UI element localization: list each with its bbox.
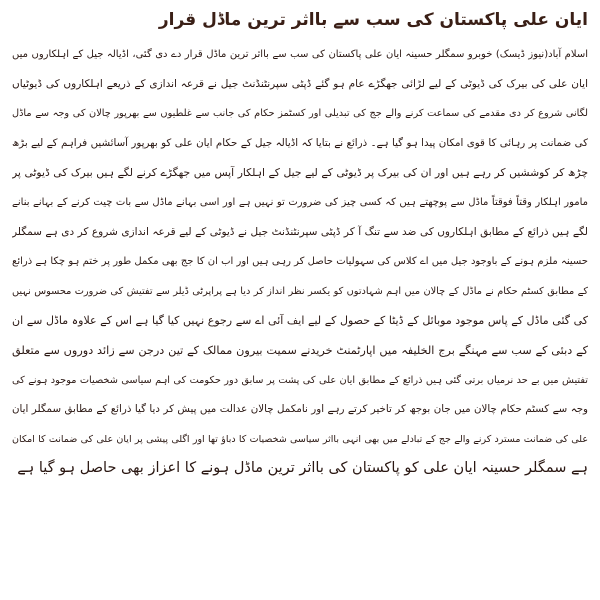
article-line: ایان علی کی بیرک کی ڈیوٹی کے لیے لڑائی جھگڑے عام ہو گئے ڈپٹی سپرنٹنڈنٹ جیل نے قرعہ اندازی کے ذریعے اہلکاروں کی ڈیوٹیاں	[12, 77, 588, 90]
article-line: ہے سمگلر حسینہ ایان علی کو پاکستان کی بااثر ترین ماڈل ہونے کا اعزاز بھی حاصل ہو گیا ہے	[17, 460, 588, 477]
article-line: علی کی ضمانت مسترد کرنے والے جج کے تبادلے میں بھی انہی بااثر سیاسی شخصیات کا دباؤ تھا اور اگلی پیشی پر ایان علی کی ضمانت کا امکان	[12, 433, 588, 445]
article-line: وجہ سے کسٹم حکام چالان میں جان بوجھ کر تاخیر کرتے رہے اور نامکمل چالان عدالت میں پیش کر دیا گیا ذرائع کے مطابق سمگلر ایان	[12, 403, 588, 416]
article-line: کی گئی ماڈل کے پاس موجود موبائل کے ڈیٹا کے حصول کے لیے ایف آئی اے سے رجوع نہیں کیا گیا ہے اس کے علاوہ ماڈل سے ان	[12, 314, 588, 328]
article-headline: ایان علی پاکستان کی سب سے بااثر ترین ماڈل قرار	[158, 10, 588, 30]
article-body	[12, 40, 588, 600]
article-line: کے دبئی کے سب سے مہنگے برج الخلیفہ میں اپارٹمنٹ خریدنے سمیت بیرون ممالک کے تین درجن سے زائد دوروں سے متعلق	[12, 343, 588, 357]
article-line: حسینہ ملزم ہونے کے باوجود جیل میں اے کلاس کی سہولیات حاصل کر رہی ہیں اور اب ان کا جج بھی مکمل طور پر ختم ہو چکا ہے ذرائع	[12, 256, 588, 268]
article-line: لگے ہیں ذرائع کے مطابق اہلکاروں کی ضد سے تنگ آ کر ڈپٹی سپرنٹنڈنٹ جیل نے ڈیوٹی کے لیے قرعہ اندازی شروع کر دی ہے سمگلر	[12, 225, 588, 238]
article-line: اسلام آباد(نیوز ڈیسک) خوبرو سمگلر حسینہ ایان علی پاکستان کی سب سے بااثر ترین ماڈل قرار دے دی گئی، اڈیالہ جیل کے اہلکاروں میں	[12, 49, 588, 60]
article-line: کی ضمانت پر رہائی کا قوی امکان پیدا ہو گیا ہے۔ ذرائع نے بتایا کہ اڈیالہ جیل کے حکام ایان علی کو بھرپور آسائشیں فراہم کے لیے بڑھ	[12, 136, 588, 149]
article-line: کے مطابق کسٹم حکام نے ماڈل کے چالان میں اہم شہادتوں کو یکسر نظر انداز کر دیا ہے پراپرٹی ڈیلر سے تفتیش کی ضرورت محسوس نہیں	[12, 285, 588, 297]
article-line: لگانی شروع کر دی مقدمے کی سماعت کرنے والے جج کی تبدیلی اور کسٹمز حکام کی جانب سے غلطیوں سے بھرپور چالان کی وجہ سے ماڈل	[12, 108, 588, 120]
article-line: چڑھ کر کوششیں کر رہے ہیں اور ان کی بیرک پر ڈیوٹی کے لیے جیل کے اہلکار آپس میں جھگڑے کرنے لگے ہیں بیرک کی ڈیوٹی پر	[12, 166, 588, 180]
article-line: تفتیش میں بے حد نرمیاں برتی گئی ہیں ذرائع کے مطابق ایان علی کی پشت پر سابق دور حکومت کی اہم سیاسی شخصیات موجود ہونے کی	[12, 374, 588, 386]
article-line: مامور اہلکار وقتاً فوقتاً ماڈل سے پوچھتے ہیں کہ کسی چیز کی ضرورت تو نہیں ہے اور اسی بہانے ماڈل سے بات چیت کرنے کے بہانے بنانے	[12, 196, 588, 208]
